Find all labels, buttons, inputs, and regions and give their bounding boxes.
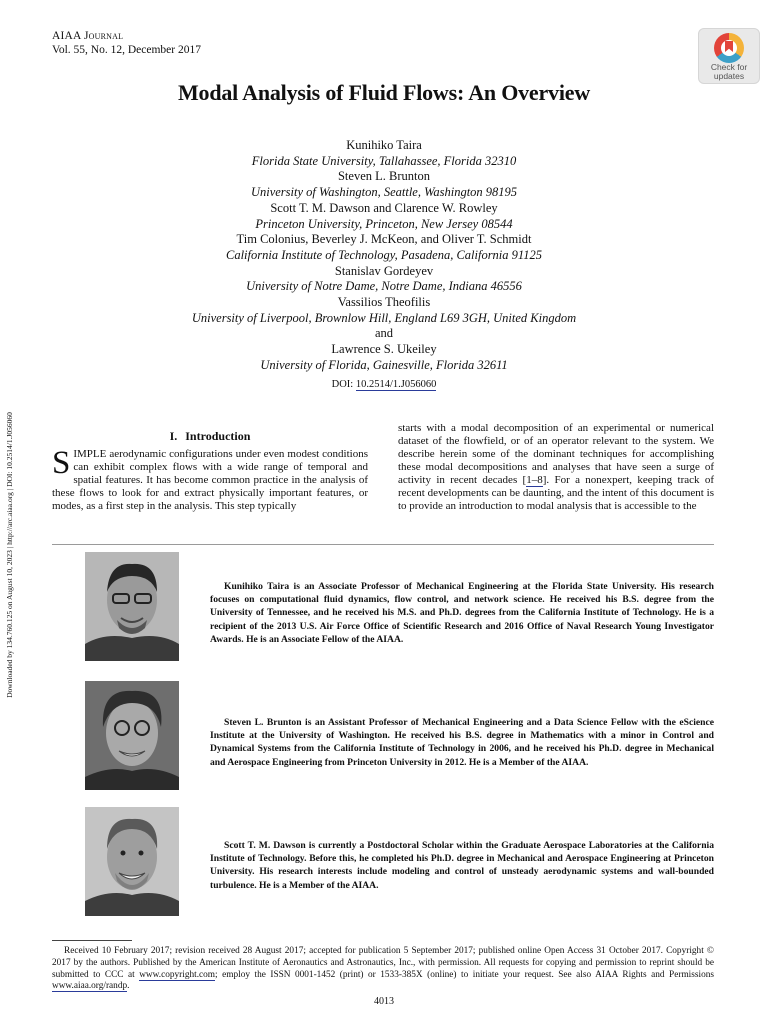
bio-dawson [210,839,714,892]
paragraph-text: aerodynamic configurations under even modest conditions can exhibit complex flows with a wide range of temporal and spatial features. It has become common practice in the analysis of these flows to look for and extract physically important features, or modes, as a first step in the analysis. This step typically [52,448,368,512]
drop-cap: S [52,445,71,481]
bio-taira [210,580,714,646]
and-word: and [374,326,394,341]
author-affiliation: Florida State University, Tallahassee, Florida 32310 [251,153,517,168]
author-name: Kunihiko Taira [346,138,422,152]
author-affiliation: Princeton University, Princeton, New Jersey 08544 [255,216,513,231]
divider [52,544,714,545]
author-affiliation: University of Notre Dame, Notre Dame, Indiana 46556 [246,279,522,294]
bio-text: Steven L. Brunton is an Assistant Professor of Mechanical Engineering and a Data Science Fellow with the eScience Institute at the University of Washington. He received his B.S. degree in Mathematics with a minor in Control and Dynamical Systems from the California Institute of Technology in 2006, and he received his Ph.D. degree in Mechanical and Aerospace Engineering from Princeton University in 2012. He is a Member of the AIAA. [210,717,714,768]
journal-header [52,29,201,57]
volume-line: Vol. 55, No. 12, December 2017 [52,44,201,56]
author-photo-taira [85,552,179,661]
first-word: IMPLE [73,448,107,460]
footnote-text: Received 10 February 2017; revision received 28 August 2017; accepted for publication 5 September 2017; published online Open Access 31 October 2017. Copyright © 2017 by the authors. Published by the American Institute of Aeronautics and Astronautics, Inc., with permission. All requests for copying and permission to reprint should be submitted to CCC at [52,946,714,980]
download-stamp-text: Downloaded by 134.760.125 on August 10, 2023 | http://arc.aiaa.org | DOI: 10.2514/1.J056060 [5,412,14,698]
author-name: Vassilios Theofilis [337,295,431,310]
author-photo-brunton [85,681,179,790]
author-affiliation: University of Florida, Gainesville, Florida 32611 [260,357,508,372]
author-name: Lawrence S. Ukeiley [331,342,437,357]
author-name: Tim Colonius, Beverley J. McKeon, and Oliver T. Schmidt [236,232,532,247]
author-name: Stanislav Gordeyev [334,263,434,278]
badge-label: Check for updates [710,62,748,81]
paper-title: Modal Analysis of Fluid Flows: An Overview [177,80,591,105]
author-name: Scott T. M. Dawson and Clarence W. Rowley [270,200,498,215]
footnote-rule [52,940,132,941]
paragraph [52,445,368,513]
footnote [52,946,714,993]
copyright-link[interactable]: www.copyright.com [139,969,216,980]
paragraph-text: ]. For a nonexpert, keeping track of recent developments can be daunting, and the intent of this document is to provide an introduction to modal analysis that is accessible to the [398,474,714,512]
footnote-text: . [127,981,130,992]
permissions-link[interactable]: www.aiaa.org/randp [52,981,128,992]
check-for-updates-badge[interactable] [698,28,760,84]
bio-brunton [210,716,714,769]
author-affiliation: University of Liverpool, Brownlow Hill, England L69 3GH, United Kingdom [191,310,577,325]
author-name: Steven L. Brunton [337,169,430,184]
doi-link[interactable]: 10.2514/1.J056060 [355,378,437,390]
author-affiliation: University of Washington, Seattle, Washington 98195 [250,185,518,200]
section-title: Introduction [185,429,251,443]
bio-text: Scott T. M. Dawson is currently a Postdoctoral Scholar within the Graduate Aerospace Laboratories at the California Institute of Technology. Before this, he completed his Ph.D. degree in Mechanical and Aerospace Engineering at Princeton University. His research interests include modeling and control of unsteady aerodynamic systems and wall-bounded turbulence. He is a Member of the AIAA. [210,840,714,891]
author-block [120,138,648,392]
page-number: 4013 [374,996,394,1007]
author-photo-dawson [85,807,179,916]
column-left [52,430,368,513]
download-stamp [0,410,14,710]
doi-prefix: DOI: [331,378,356,390]
column-right [398,422,714,513]
journal-name: AIAA Journal [52,30,124,42]
paragraph-text: starts with a modal decomposition of an experimental or numerical dataset of the flowfield, or of an operator relevant to the system. We describe herein some of the dominant techniques for accomplishing these modal decompositions and analyses that have seen a surge of activity in recent decades [ [398,422,714,486]
section-heading [52,430,368,443]
section-number: I. [169,429,178,443]
citation-link[interactable]: 1–8 [526,474,543,486]
doi-line [120,377,648,393]
footnote-text: ; employ the ISSN 0001-1452 (print) or 1533-385X (online) to initiate your request. See also AIAA Rights and Permissions [215,969,714,980]
author-affiliation: California Institute of Technology, Pasadena, California 91125 [226,247,542,262]
bio-text: Kunihiko Taira is an Associate Professor of Mechanical Engineering at the Florida State University. His research focuses on computational fluid dynamics, flow control, and network science. He received his B.S. degree from the University of Tennessee, and he received his M.S. and Ph.D. degrees from the California Institute of Technology. He is a recipient of the 2013 U.S. Air Force Office of Scientific Research and 2016 Office of Naval Research Young Investigator Awards. He is an Associate Fellow of the AIAA. [210,581,714,645]
